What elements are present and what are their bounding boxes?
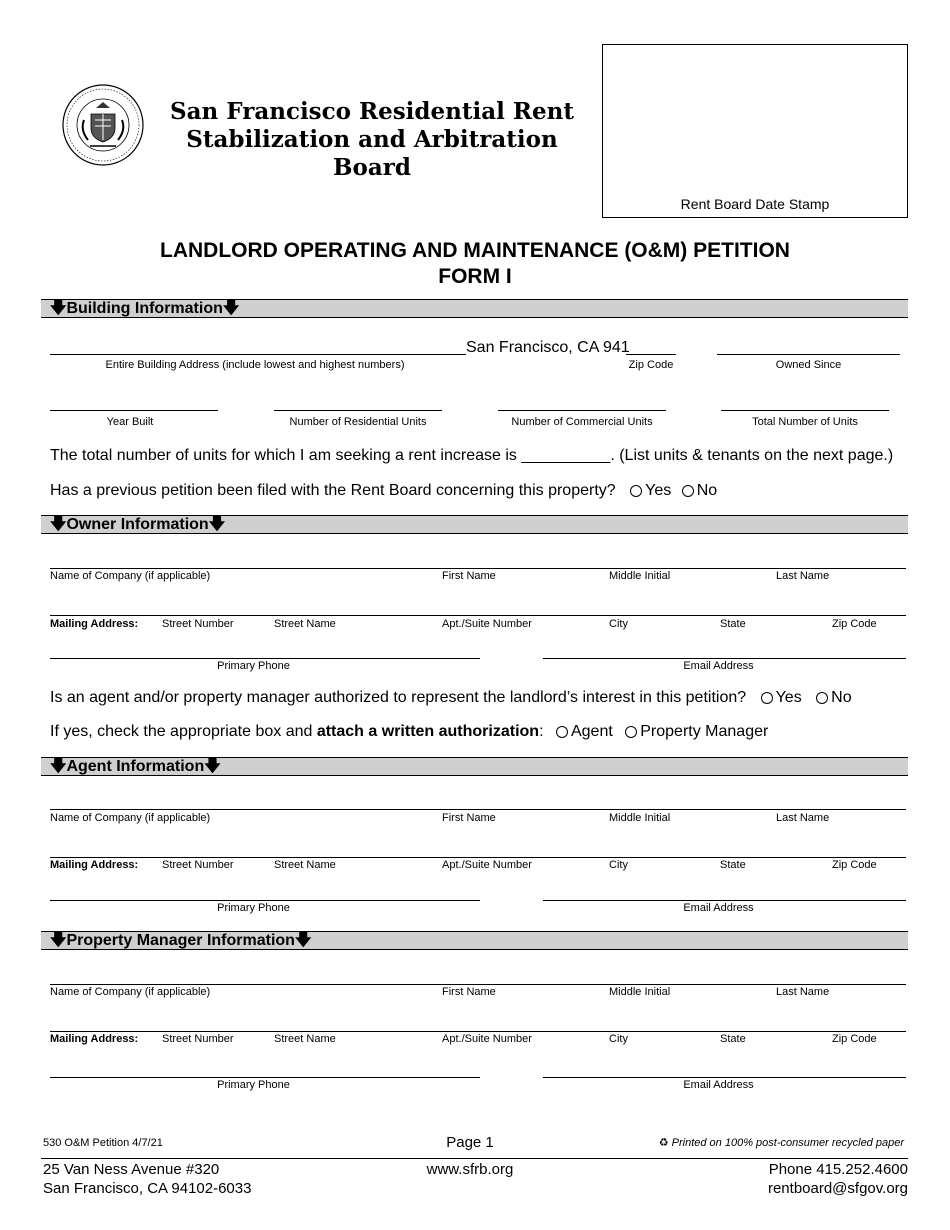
agent-mailing-address-caption: Mailing Address: [50,859,139,871]
address-city-prefix: San Francisco, CA 941 [466,339,630,356]
down-arrow-icon: 🡇 [294,932,312,949]
owner-middle-initial-caption: Middle Initial [609,570,671,582]
year-built-caption: Year Built [106,416,154,428]
residential-units-caption: Number of Residential Units [289,416,427,428]
owner-mailing-address-caption: Mailing Address: [50,618,139,630]
recycle-icon: ♻ [658,1137,669,1149]
agent-first-name-caption: First Name [442,812,496,824]
pm-middle-initial-caption: Middle Initial [609,986,671,998]
agent-city-caption: City [609,859,628,871]
city-seal-icon [62,84,144,166]
pm-phone-caption: Primary Phone [217,1079,290,1091]
down-arrow-icon: 🡇 [50,932,67,949]
previous-petition-question: Has a previous petition been filed with the Rent Board concerning this property? Yes No [50,482,718,499]
footer-address-line2: San Francisco, CA 94102-6033 [43,1180,252,1197]
owner-company-caption: Name of Company (if applicable) [50,570,211,582]
owner-city-caption: City [609,618,628,630]
agent-authorized-yes-option[interactable]: Yes [755,688,802,708]
units-seeking-question: The total number of units for which I am seeking a rent increase is __________. (List units & tenants on the next page.) [50,447,894,464]
form-title-line1: LANDLORD OPERATING AND MAINTENANCE (O&M) PETITION [160,239,790,262]
footer-email[interactable]: rentboard@sfgov.org [767,1180,908,1197]
building-address-caption: Entire Building Address (include lowest and highest numbers) [105,359,405,371]
agent-zip-caption: Zip Code [832,859,877,871]
pm-state-caption: State [720,1033,746,1045]
address-zip-suffix-field[interactable] [626,354,676,355]
pm-company-caption: Name of Company (if applicable) [50,986,211,998]
down-arrow-icon: 🡇 [50,300,67,317]
owner-phone-field[interactable] [50,658,480,659]
recycled-note: ♻ Printed on 100% post-consumer recycled paper [658,1137,904,1149]
down-arrow-icon: 🡇 [208,516,226,533]
agent-phone-caption: Primary Phone [217,902,290,914]
commercial-units-caption: Number of Commercial Units [511,416,653,428]
pm-first-name-caption: First Name [442,986,496,998]
date-stamp-label: Rent Board Date Stamp [680,196,830,212]
pm-zip-caption: Zip Code [832,1033,877,1045]
commercial-units-field[interactable] [498,410,666,411]
owner-last-name-caption: Last Name [776,570,830,582]
owner-street-number-caption: Street Number [162,618,234,630]
previous-petition-no-option[interactable]: No [676,481,717,501]
agent-phone-field[interactable] [50,900,480,901]
owner-zip-caption: Zip Code [832,618,877,630]
down-arrow-icon: 🡇 [50,758,67,775]
pm-phone-field[interactable] [50,1077,480,1078]
owned-since-field[interactable] [717,354,900,355]
radio-button[interactable] [556,726,568,738]
owner-phone-caption: Primary Phone [217,660,290,672]
agent-authorized-question: Is an agent and/or property manager authorized to represent the landlord’s interest in this petition? Yes No [50,689,852,706]
owner-apt-suite-caption: Apt./Suite Number [442,618,532,630]
pm-last-name-caption: Last Name [776,986,830,998]
building-address-field[interactable] [50,354,466,355]
pm-city-caption: City [609,1033,628,1045]
owner-section-title: 🡇Owner Information🡇 [50,516,226,533]
zip-code-caption: Zip Code [628,359,674,371]
footer-divider [41,1158,908,1159]
organization-title-line2: Stabilization and Arbitration Board [186,126,558,181]
pm-name-line[interactable] [50,984,906,985]
organization-title-line1: San Francisco Residential Rent [170,98,574,125]
pm-mailing-address-line[interactable] [50,1031,906,1032]
agent-email-field[interactable] [543,900,906,901]
footer-phone: Phone 415.252.4600 [768,1161,908,1178]
year-built-field[interactable] [50,410,218,411]
agent-state-caption: State [720,859,746,871]
authorization-property-manager-option[interactable]: Property Manager [619,722,768,742]
radio-button[interactable] [625,726,637,738]
owner-email-caption: Email Address [683,660,754,672]
agent-middle-initial-caption: Middle Initial [609,812,671,824]
previous-petition-yes-option[interactable]: Yes [624,481,671,501]
owner-state-caption: State [720,618,746,630]
down-arrow-icon: 🡇 [50,516,67,533]
authorization-agent-option[interactable]: Agent [550,722,613,742]
agent-company-caption: Name of Company (if applicable) [50,812,211,824]
form-code: 530 O&M Petition 4/7/21 [43,1137,163,1149]
organization-title [150,98,594,182]
radio-button[interactable] [761,692,773,704]
owner-mailing-address-line[interactable] [50,615,906,616]
footer-address-line1: 25 Van Ness Avenue #320 [43,1161,220,1178]
total-units-caption: Total Number of Units [752,416,858,428]
form-title-line2: FORM I [438,265,512,288]
owned-since-caption: Owned Since [775,359,842,371]
agent-name-line[interactable] [50,809,906,810]
agent-section-title: 🡇Agent Information🡇 [50,758,221,775]
pm-email-caption: Email Address [683,1079,754,1091]
date-stamp-box [602,44,908,218]
pm-apt-suite-caption: Apt./Suite Number [442,1033,532,1045]
agent-last-name-caption: Last Name [776,812,830,824]
pm-mailing-address-caption: Mailing Address: [50,1033,139,1045]
owner-name-line[interactable] [50,568,906,569]
agent-street-number-caption: Street Number [162,859,234,871]
radio-button[interactable] [630,485,642,497]
owner-street-name-caption: Street Name [274,618,336,630]
authorization-type-question: If yes, check the appropriate box and attach a written authorization: Agent Property Manager [50,723,769,740]
footer-website[interactable]: www.sfrb.org [426,1161,514,1178]
owner-email-field[interactable] [543,658,906,659]
form-title [0,238,950,290]
pm-street-name-caption: Street Name [274,1033,336,1045]
total-units-field[interactable] [721,410,889,411]
radio-button[interactable] [816,692,828,704]
radio-button[interactable] [682,485,694,497]
property-manager-section-title: 🡇Property Manager Information🡇 [50,932,312,949]
agent-mailing-address-line[interactable] [50,857,906,858]
down-arrow-icon: 🡇 [222,300,240,317]
residential-units-field[interactable] [274,410,442,411]
pm-street-number-caption: Street Number [162,1033,234,1045]
owner-first-name-caption: First Name [442,570,496,582]
agent-authorized-no-option[interactable]: No [810,688,851,708]
agent-apt-suite-caption: Apt./Suite Number [442,859,532,871]
page-number: Page 1 [446,1134,494,1151]
agent-email-caption: Email Address [683,902,754,914]
down-arrow-icon: 🡇 [204,758,221,775]
pm-email-field[interactable] [543,1077,906,1078]
building-section-title: 🡇Building Information🡇 [50,300,240,317]
agent-street-name-caption: Street Name [274,859,336,871]
